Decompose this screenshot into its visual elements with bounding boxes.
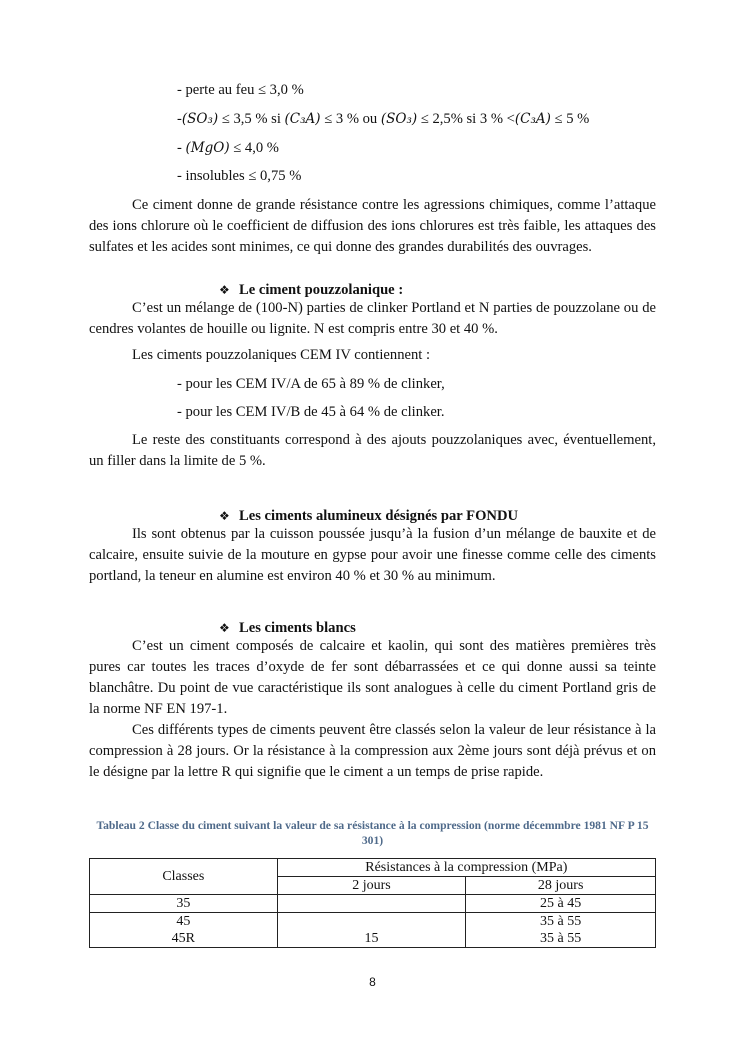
list-item-mgo-text: ≤ 4,0 %: [229, 140, 279, 156]
header-classes: Classes: [90, 859, 278, 895]
resistance-table: [89, 858, 656, 948]
cell-classe: 45: [90, 913, 278, 931]
heading-alumineux: [219, 508, 518, 525]
heading-blancs-text: Les ciments blancs: [239, 620, 356, 636]
formula-mgo: (MgO): [185, 140, 230, 156]
cell-2j: [277, 895, 466, 913]
list-item-cem-iv-b: - pour les CEM IV/B de 45 à 64 % de clinker.: [177, 404, 445, 420]
list-item-perte-au-feu: - perte au feu ≤ 3,0 %: [177, 82, 304, 98]
table-row: [90, 895, 656, 913]
list-item-so3-text-b: ≤ 3 % ou: [320, 111, 381, 127]
heading-pouzzolanique: [219, 282, 403, 299]
paragraph-resistance-text: Ce ciment donne de grande résistance contre les agressions chimiques, comme l’attaque des ions chlorure où le coefficient de diffusion des ions chlorures est très faible, les attaques des sulfates et les acides sont minimes, ce qui donne des grandes durabilités des ouvrages.: [89, 197, 656, 255]
formula-so3-b: (SO₃): [380, 111, 418, 127]
paragraph-cem-iv: [89, 345, 656, 366]
header-resistance: Résistances à la compression (MPa): [277, 859, 655, 877]
heading-alumineux-text: Les ciments alumineux désignés par FONDU: [239, 508, 519, 524]
cell-28j: 35 à 55: [466, 913, 656, 931]
list-item-so3-text-c: ≤ 2,5% si 3 % <: [417, 111, 515, 127]
paragraph-resistance: [89, 195, 656, 258]
formula-so3: (SO₃): [181, 111, 219, 127]
diamond-bullet-icon: ❖: [219, 621, 230, 635]
diamond-bullet-icon: ❖: [219, 283, 230, 297]
cell-2j: [277, 913, 466, 931]
diamond-bullet-icon: ❖: [219, 509, 230, 523]
paragraph-alumineux: [89, 524, 656, 587]
list-item-mgo-prefix: -: [177, 140, 186, 156]
list-item-so3: [177, 110, 589, 128]
cell-classe: 35: [90, 895, 278, 913]
table-caption: Tableau 2 Classe du ciment suivant la valeur de sa résistance à la compression (norme décemmbre 1981 NF P 15 301): [96, 819, 649, 847]
cell-28j: 35 à 55: [466, 930, 656, 948]
paragraph-alumineux-text: Ils sont obtenus par la cuisson poussée jusqu’à la fusion d’un mélange de bauxite et de calcaire, ensuite suivie de la mouture en gypse pour avoir une finesse comme celle des ciments portland, la teneur en alumine est environ 40 % et 30 % au minimum.: [89, 526, 656, 584]
paragraph-pouzzolanique: [89, 298, 656, 340]
cell-2j: 15: [277, 930, 466, 948]
cell-28j: 25 à 45: [466, 895, 656, 913]
list-item-insolubles: - insolubles ≤ 0,75 %: [177, 168, 302, 184]
paragraph-reste: [89, 430, 656, 472]
paragraph-cem-iv-text: Les ciments pouzzolaniques CEM IV contiennent :: [132, 347, 431, 363]
paragraph-blancs: [89, 636, 656, 720]
paragraph-reste-text: Le reste des constituants correspond à des ajouts pouzzolaniques avec, éventuellement, un filler dans la limite de 5 %.: [89, 432, 656, 469]
list-item-cem-iv-a: - pour les CEM IV/A de 65 à 89 % de clinker,: [177, 376, 445, 392]
table-row: [90, 913, 656, 931]
list-item-so3-prefix: -: [177, 111, 182, 127]
cell-classe: 45R: [90, 930, 278, 948]
paragraph-classes: [89, 720, 656, 783]
formula-c3a-b: (C₃A): [514, 111, 551, 127]
table-row: [90, 930, 656, 948]
list-item-so3-text-a: ≤ 3,5 % si: [218, 111, 285, 127]
header-2-jours: 2 jours: [277, 877, 466, 895]
paragraph-classes-text: Ces différents types de ciments peuvent être classés selon la valeur de leur résistance à la compression à 28 jours. Or la résistance à la compression aux 2ème jours sont déjà prévus et on le désigne par la lettre R qui signifie que le ciment a un temps de prise rapide.: [89, 722, 656, 780]
heading-pouzzolanique-text: Le ciment pouzzolanique :: [239, 282, 404, 298]
page-number: 8: [369, 975, 376, 989]
header-28-jours: 28 jours: [466, 877, 656, 895]
list-item-mgo: [177, 139, 279, 157]
heading-blancs: [219, 620, 356, 637]
formula-c3a: (C₃A): [284, 111, 321, 127]
paragraph-blancs-text: C’est un ciment composés de calcaire et kaolin, qui sont des matières premières très pures car toutes les traces d’oxyde de fer sont débarrassées et ce qui donne aussi sa teinte blanchâtre. Du point de vue caractéristique ils sont analogues à celle du ciment Portland gris de la norme NF EN 197-1.: [89, 638, 656, 717]
list-item-so3-text-d: ≤ 5 %: [550, 111, 590, 127]
paragraph-pouzzolanique-text: C’est un mélange de (100-N) parties de clinker Portland et N parties de pouzzolane ou de cendres volantes de houille ou lignite. N est compris entre 30 et 40 %.: [89, 300, 656, 337]
